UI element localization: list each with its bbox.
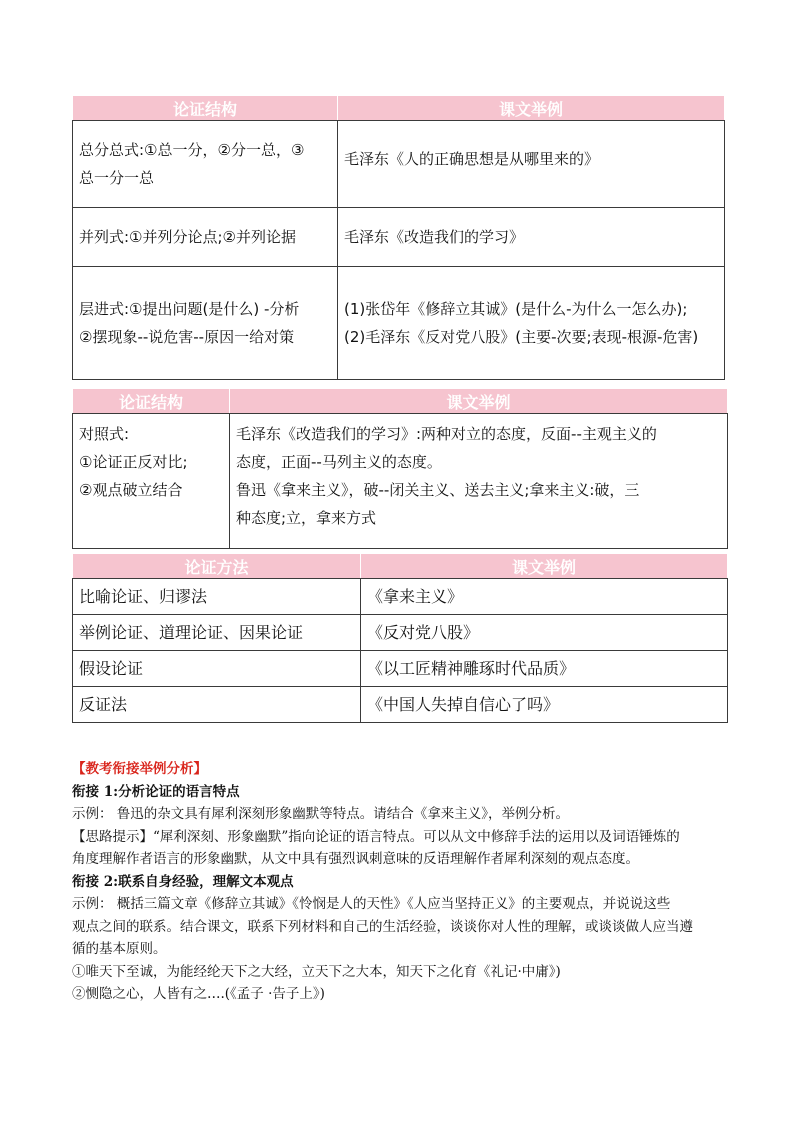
example-cell: (1)张岱年《修辞立其诚》(是什么-为什么一怎么办); (2)毛泽东《反对党八股》(主要-次要;表现-根源-危害) [338,267,725,380]
table-header-row [73,96,725,121]
example-cell: 《以工匠精神雕琢时代品质》 [361,651,728,687]
argument-structure-table-1 [72,95,725,380]
example-cell: 《拿来主义》 [361,579,728,615]
quote-1: ①唯天下至诚，为能经纶天下之大经，立天下之大本，知天下之化育《礼记·中庸》) [72,963,561,980]
header-structure: 论证结构 [73,389,230,414]
structure-cell: 层进式:①提出问题(是什么) -分析 ②摆现象--说危害--原因一给对策 [73,267,338,380]
section-title: 【教考衔接举例分析】 [72,761,207,777]
quote-2: ②恻隐之心，人皆有之….(《孟子 ·告子上》) [72,986,325,1002]
table-row [73,687,728,723]
example-cell: 《中国人失掉自信心了吗》 [361,687,728,723]
hint-label: 【思路提示】 [72,828,153,845]
link2-example: 示例： 概括三篇文章《修辞立其诚》《怜悯是人的天性》《人应当坚持正义》的主要观点，并说说这些 [72,896,671,912]
link1-example: 示例： 鲁迅的杂文具有犀利深刻形象幽默等特点。请结合《拿来主义》，举例分析。 [72,806,570,822]
link2-example-cont: 观点之间的联系。结合课文，联系下列材料和自己的生活经验，谈谈你对人性的理解，或谈谈做人应当遵 [72,918,693,935]
table-row [73,579,728,615]
example-cell: 毛泽东《人的正确思想是从哪里来的》 [338,121,725,208]
argument-method-table [72,553,728,723]
analysis-notes [72,758,732,1006]
table-row [73,615,728,651]
method-cell: 假设论证 [73,651,361,687]
example-cell: 《反对党八股》 [361,615,728,651]
method-cell: 举例论证、道理论证、因果论证 [73,615,361,651]
structure-cell: 总分总式:①总一分，②分一总，③ 总一分一总 [73,121,338,208]
header-example: 课文举例 [361,554,728,579]
table-row [73,121,725,208]
example-cell: 毛泽东《改造我们的学习》 [338,208,725,267]
structure-cell: 对照式: ①论证正反对比; ②观点破立结合 [73,414,230,549]
link1-hint: 【思路提示】“犀利深刻、形象幽默”指向论证的语言特点。可以从文中修辞手法的运用以及词语锤炼的 [72,828,680,845]
method-cell: 反证法 [73,687,361,723]
table-row [73,414,728,549]
link2-title: 衔接 2:联系自身经验，理解文本观点 [72,873,294,890]
example-cell: 毛泽东《改造我们的学习》:两种对立的态度，反面--主观主义的 态度，正面--马列主义的态度。 鲁迅《拿来主义》，破--闭关主义、送去主义;拿来主义:破，三 种态度;立，拿来方式 [230,414,728,549]
table-row [73,208,725,267]
link1-hint-cont: 角度理解作者语言的形象幽默，从文中具有强烈讽刺意味的反语理解作者犀利深刻的观点态度。 [72,851,639,867]
link1-title: 衔接 1:分析论证的语言特点 [72,783,240,800]
method-cell: 比喻论证、归谬法 [73,579,361,615]
header-example: 课文举例 [338,96,725,121]
table-row [73,651,728,687]
table-header-row [73,389,728,414]
table-row [73,267,725,380]
table-header-row [73,554,728,579]
argument-structure-table-2 [72,388,728,549]
structure-cell: 并列式:①并列分论点;②并列论据 [73,208,338,267]
header-method: 论证方法 [73,554,361,579]
link2-example-cont: 循的基本原则。 [72,941,167,957]
header-structure: 论证结构 [73,96,338,121]
header-example: 课文举例 [230,389,728,414]
